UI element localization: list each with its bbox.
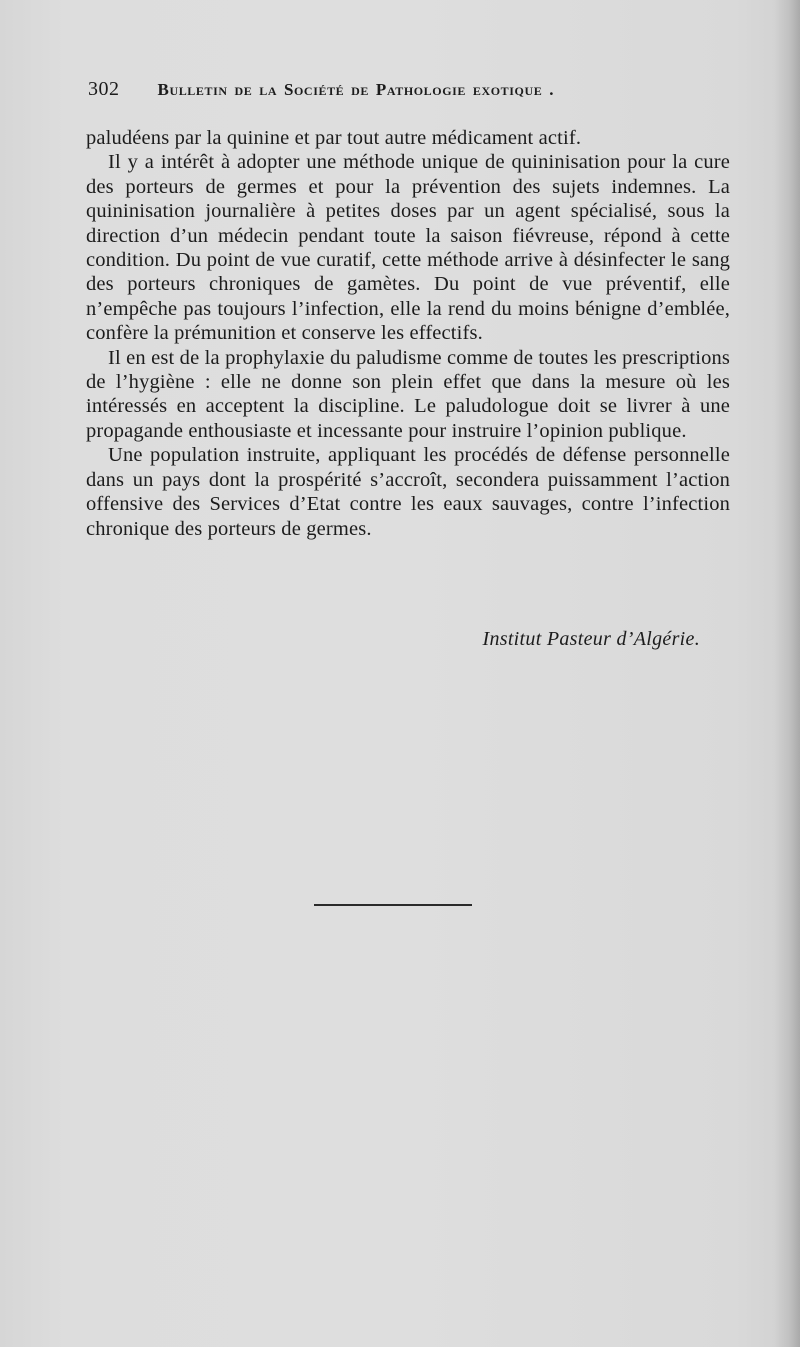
body-text [86,126,730,541]
running-header [88,78,728,108]
page-edge-shadow [774,0,800,1347]
paragraph-prophylaxie: Il en est de la prophylaxie du paludisme comme de toutes les prescriptions de l’hygiène : elle ne donne son plein effet que dans la mesure où les intéressés en acceptent la discipline. Le paludologue doit se livrer à une propagande enthousiaste et incessante pour instruire l’opinion publique. [86,346,730,442]
running-title: Bulletin de la Société de Pathologie exotique . [157,80,555,99]
paragraph-population: Une population instruite, appliquant les procédés de défense personnelle dans un pays dont la prospérité s’accroît, secondera puissamment l’action offensive des Services d’Etat contre les eaux sauvages, contre l’infection chronique des porteurs de germes. [86,444,730,540]
author-affiliation: Institut Pasteur d’Algérie. [482,628,700,650]
end-of-article-rule [314,904,472,906]
paragraph-quininisation: Il y a intérêt à adopter une méthode unique de quininisation pour la cure des porteurs de germes et pour la prévention des sujets indemnes. La quininisation journalière à petites doses par un agent spécialisé, sous la direction d’un médecin pendant toute la saison fiévreuse, répond à cette condition. Du point de vue curatif, cette méthode arrive à désinfecter le sang des porteurs chroniques de gamètes. Du point de vue préventif, elle n’empêche pas toujours l’infection, elle la rend du moins bénigne d’emblée, confère la prémunition et conserve les effectifs. [86,151,730,345]
paragraph-continuation: paludéens par la quinine et par tout autre médicament actif. [86,127,582,149]
page-number: 302 [88,78,120,100]
